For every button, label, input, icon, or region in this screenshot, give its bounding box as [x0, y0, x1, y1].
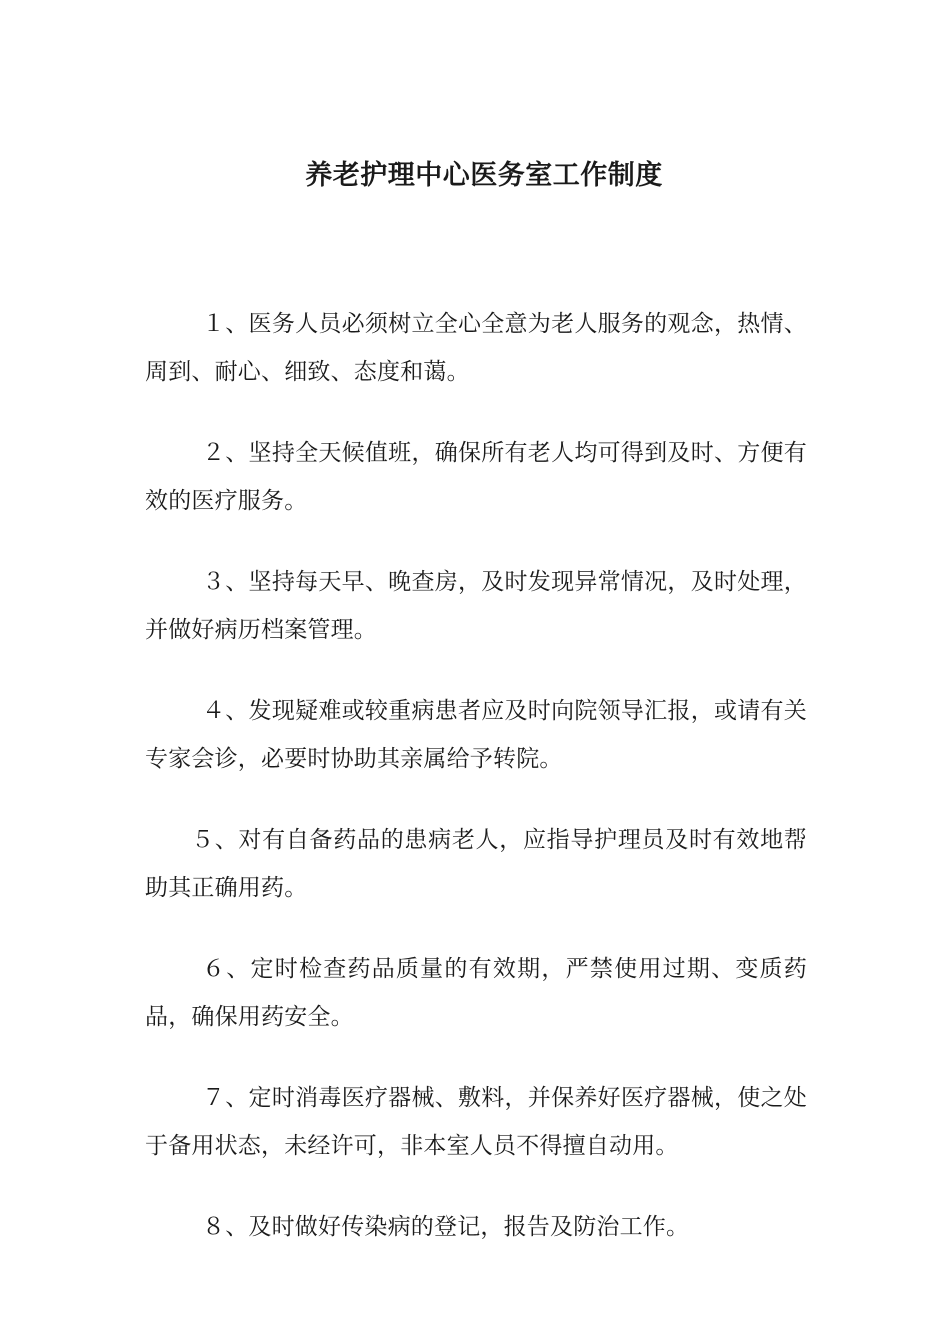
clause-item: ８、及时做好传染病的登记，报告及防治工作。	[202, 1214, 690, 1240]
clause-item: ２、坚持全天候值班，确保所有老人均可得到及时、方便有效的医疗服务。	[145, 440, 807, 514]
clause-item: ７、定时消毒医疗器械、敷料，并保养好医疗器械，使之处于备用状态，未经许可，非本室人员不得擅自动用。	[145, 1085, 807, 1159]
clause-item: １、医务人员必须树立全心全意为老人服务的观念，热情、周到、耐心、细致、态度和蔼。	[145, 311, 807, 385]
clause-item: ３、坚持每天早、晚查房，及时发现异常情况，及时处理，并做好病历档案管理。	[145, 569, 807, 643]
document-title: 养老护理中心医务室工作制度	[305, 160, 663, 191]
clause-item: ６、定时检查药品质量的有效期，严禁使用过期、变质药品，确保用药安全。	[145, 956, 807, 1030]
clause-list	[145, 300, 807, 1284]
clause-item: ５、对有自备药品的患病老人，应指导护理员及时有效地帮助其正确用药。	[145, 827, 807, 901]
clause-item: ４、发现疑难或较重病患者应及时向院领导汇报，或请有关专家会诊，必要时协助其亲属给予转院。	[145, 698, 807, 772]
